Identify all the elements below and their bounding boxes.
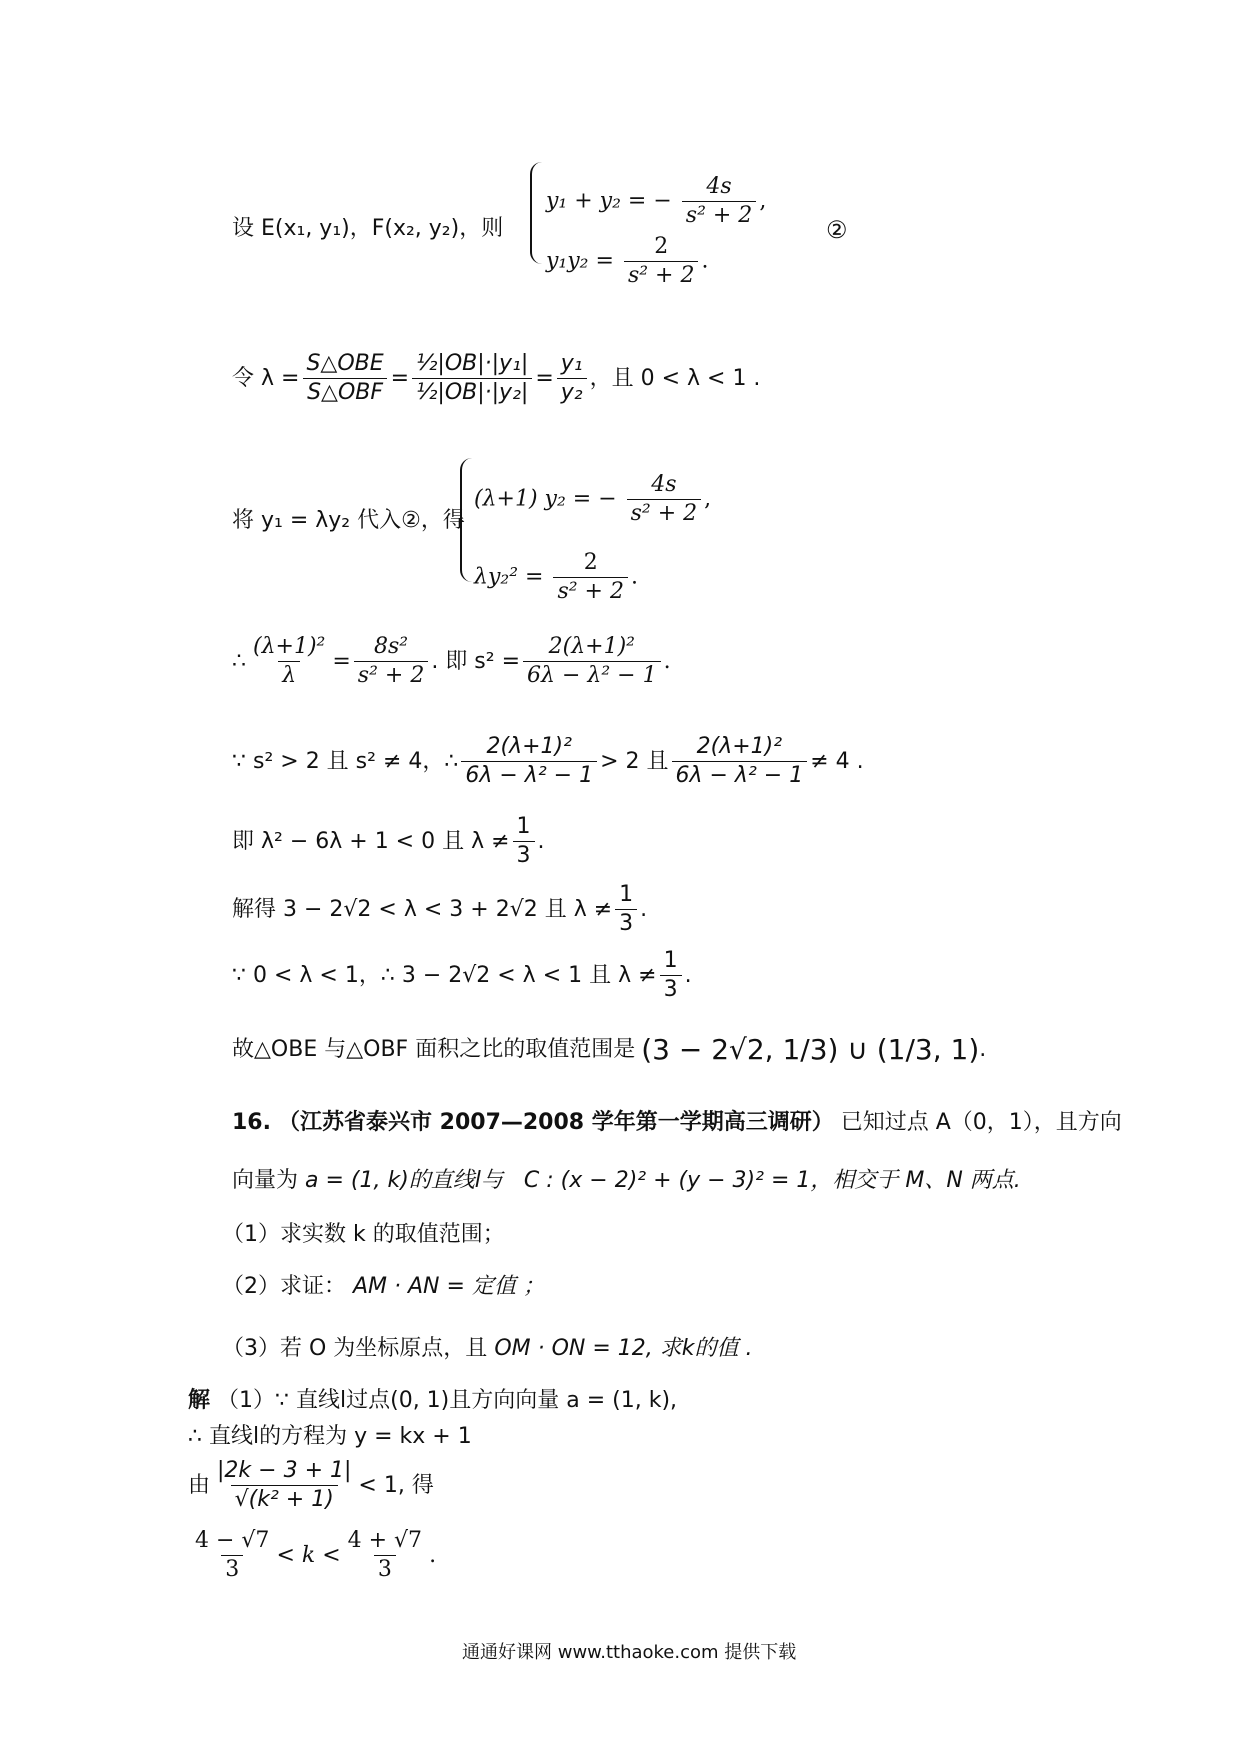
lambda-definition: 令 λ = $\frac{\text{S△OBE}}{\text{S△OBF}}$ = $\frac{\text{½|OB|·|y₁|}}{\text{½|OB|·|y₂|}}$ = $\frac{\text{y₁}}{\text{y₂}}$ ，且 0 < λ < 1 . — [232, 351, 761, 405]
k-lower-frac — [191, 1530, 273, 1581]
solve2-text: ∵ 0 < λ < 1，∴ 3 − 2√2 < λ < 1 且 λ ≠ — [232, 962, 657, 988]
sys2-eq1-lhs: (λ+1) y₂ = − — [474, 486, 617, 512]
therefore-s-squared: ∴ $\frac{\text{(λ+1)²}}{\lambda}$ = $\frac{\text{8s²}}{\text{s² + 2}}$ . 即 s² = $\frac{\text{2(λ+1)²}}{\text{6λ − λ² − 1}}$ . — [232, 634, 671, 688]
solution-line-4 — [188, 1530, 436, 1581]
sys1-eq1-den: s² + 2 — [682, 201, 757, 227]
tf-frac1-num: (λ+1)² — [253, 634, 326, 659]
tf-frac3-den: 6λ − λ² − 1 — [523, 661, 661, 687]
q16-text1: 已知过点 A（0，1），且方向 — [840, 1110, 1122, 1135]
bc-mid-text: > 2 且 — [600, 748, 669, 774]
q16-number: 16. — [232, 1110, 271, 1135]
tf-frac1 — [249, 636, 329, 687]
tf-mid-text: . 即 s² = — [431, 648, 521, 674]
solve1-num: 1 — [619, 882, 634, 907]
sys2-eq2-frac — [553, 552, 628, 603]
lambda-frac1-num: S△OBE — [306, 351, 384, 376]
sys2-eq2-num: 2 — [583, 550, 598, 575]
because-text: ∵ s² > 2 且 s² ≠ 4，∴ — [232, 748, 459, 774]
sys1-eq1-lhs: y₁ + y₂ = − — [546, 188, 672, 214]
sys2-eq2-lhs: λy₂² = — [474, 564, 544, 590]
tf-frac3-num: 2(λ+1)² — [548, 634, 635, 659]
lambda-area-ratio — [302, 353, 387, 404]
q16-p2-b: AM · AN = 定值 ； — [353, 1274, 545, 1299]
distance-num: |2k − 3 + 1| — [217, 1458, 352, 1483]
solution-line-2: ∴ 直线l的方程为 y = kx + 1 — [188, 1424, 472, 1449]
sys2-eq2-den: s² + 2 — [553, 577, 628, 603]
conclusion-line: 故△OBE 与△OBF 面积之比的取值范围是 (3 − 2√2, 1/3) ∪ (1/3, 1) . — [232, 1033, 987, 1066]
q16-p3-a: （3）若 O 为坐标原点，且 — [222, 1336, 488, 1361]
bc-end-text: ≠ 4 . — [810, 748, 864, 774]
lambda-frac2-den: ½|OB|·|y₂| — [412, 378, 532, 404]
distance-frac — [213, 1460, 355, 1511]
q16-source: （江苏省泰兴市 2007—2008 学年第一学期高三调研） — [277, 1110, 834, 1135]
ineq1-den: 3 — [513, 841, 535, 867]
page-footer: 通通好课网 www.tthaoke.com 提供下载 — [462, 1642, 797, 1663]
k-end: . — [429, 1542, 437, 1568]
system2-eq1: (λ+1) y₂ = − $\frac{4s}{\text{s² + 2}}$ , — [474, 472, 712, 526]
sys2-eq1-frac — [627, 474, 702, 525]
ineq1-num: 1 — [516, 814, 531, 839]
solve2-den: 3 — [660, 975, 682, 1001]
q16-line2 — [232, 1170, 1021, 1192]
distance-den: √(k² + 1) — [231, 1485, 338, 1511]
solve1-den: 3 — [615, 909, 637, 935]
solution-3-prefix: 由 — [188, 1472, 211, 1498]
tf-frac1-den: λ — [278, 661, 300, 687]
q16-p3-b: OM · ON = 12, 求k的值 . — [494, 1336, 753, 1361]
k-mid: < k < — [276, 1542, 341, 1568]
sys2-eq1-den: s² + 2 — [627, 499, 702, 525]
system1-eq2: y₁y₂ = $\frac{2}{\text{s² + 2}}$ . — [546, 234, 709, 288]
substitution-line — [232, 510, 465, 532]
lambda-def-prefix: 令 λ = — [232, 365, 300, 391]
bc-frac2 — [672, 736, 808, 787]
solution-line-1 — [188, 1390, 677, 1412]
tf-frac2-den: s² + 2 — [354, 661, 429, 687]
tf-frac2-num: 8s² — [374, 634, 409, 659]
bc-frac2-den: 6λ − λ² − 1 — [672, 761, 808, 787]
lambda-frac3-num: y₁ — [560, 351, 583, 376]
system-brace-1 — [530, 162, 542, 264]
inequality-line: 即 λ² − 6λ + 1 < 0 且 λ ≠ $\frac{1}{3}$ . — [232, 814, 545, 868]
bc-frac1 — [461, 736, 597, 787]
sys1-eq2-frac — [624, 236, 699, 287]
q16-text2-b: a = (1, k)的直线l与 — [305, 1168, 503, 1193]
set-points-text: 设 E(x₁, y₁)，F(x₂, y₂)，则 — [232, 216, 504, 241]
conclusion-range: (3 − 2√2, 1/3) ∪ (1/3, 1) — [641, 1033, 980, 1066]
equation-tag-2: ② — [826, 216, 848, 244]
bc-frac2-num: 2(λ+1)² — [696, 734, 783, 759]
q16-part1: （1）求实数 k 的取值范围； — [222, 1222, 505, 1247]
solve1-text: 解得 3 − 2√2 < λ < 3 + 2√2 且 λ ≠ — [232, 896, 613, 922]
k-upper-den: 3 — [374, 1555, 396, 1581]
inequality-text: 即 λ² − 6λ + 1 < 0 且 λ ≠ — [232, 828, 510, 854]
tf-frac3 — [523, 636, 661, 687]
sys1-eq1-frac — [682, 176, 757, 227]
system1-eq1: y₁ + y₂ = − $\frac{4s}{\text{s² + 2}}$ , — [546, 174, 767, 228]
solution-line-3 — [188, 1460, 434, 1511]
bc-frac1-den: 6λ − λ² − 1 — [461, 761, 597, 787]
system-brace-2 — [460, 458, 472, 582]
q16-text2-c: C : (x − 2)² + (y − 3)² = 1，相交于 M、N 两点. — [523, 1168, 1021, 1193]
sys1-eq2-lhs: y₁y₂ = — [546, 248, 614, 274]
q16-part3 — [222, 1338, 753, 1360]
one-third-frac-2 — [615, 884, 637, 935]
solve2-num: 1 — [663, 948, 678, 973]
lambda-frac3-den: y₂ — [557, 378, 587, 404]
conclusion-text: 故△OBE 与△OBF 面积之比的取值范围是 — [232, 1037, 636, 1062]
q16-text2-a: 向量为 — [232, 1168, 299, 1193]
tf-frac2 — [354, 636, 429, 687]
q16-header — [232, 1112, 1122, 1134]
lambda-frac1-den: S△OBF — [303, 378, 387, 404]
sys1-eq1-num: 4s — [706, 174, 732, 199]
sys1-eq2-num: 2 — [654, 234, 669, 259]
sys2-eq1-num: 4s — [651, 472, 677, 497]
q16-part2 — [222, 1276, 545, 1298]
solution-label: 解 — [188, 1388, 211, 1413]
k-lower-num: 4 − √7 — [195, 1528, 270, 1553]
lambda-def-suffix: ，且 0 < λ < 1 . — [589, 365, 761, 391]
solution-3-suffix: < 1, 得 — [358, 1472, 434, 1498]
because-condition — [232, 736, 864, 787]
substitution-text: 将 y₁ = λy₂ 代入②，得 — [232, 508, 465, 533]
system2-eq2: λy₂² = $\frac{2}{\text{s² + 2}}$ . — [474, 550, 638, 604]
q16-p2-a: （2）求证： — [222, 1274, 346, 1299]
sys1-eq2-den: s² + 2 — [624, 261, 699, 287]
set-points-line — [232, 218, 503, 240]
bc-frac1-num: 2(λ+1)² — [486, 734, 572, 759]
k-upper-frac — [344, 1530, 426, 1581]
k-upper-num: 4 + √7 — [347, 1528, 423, 1553]
lambda-frac2-num: ½|OB|·|y₁| — [416, 351, 529, 376]
solve-line-1: 解得 3 − 2√2 < λ < 3 + 2√2 且 λ ≠ $\frac{1}{3}$ . — [232, 882, 648, 936]
one-third-frac-1 — [513, 816, 535, 867]
lambda-half-ratio — [412, 353, 532, 404]
therefore-symbol: ∴ — [232, 648, 246, 674]
k-lower-den: 3 — [221, 1555, 243, 1581]
one-third-frac-3 — [660, 950, 682, 1001]
solve-line-2: ∵ 0 < λ < 1，∴ 3 − 2√2 < λ < 1 且 λ ≠ $\frac{1}{3}$ . — [232, 948, 692, 1002]
lambda-y-ratio — [557, 353, 587, 404]
solution-text-1: （1）∵ 直线l过点(0, 1)且方向向量 a = (1, k), — [217, 1388, 678, 1413]
